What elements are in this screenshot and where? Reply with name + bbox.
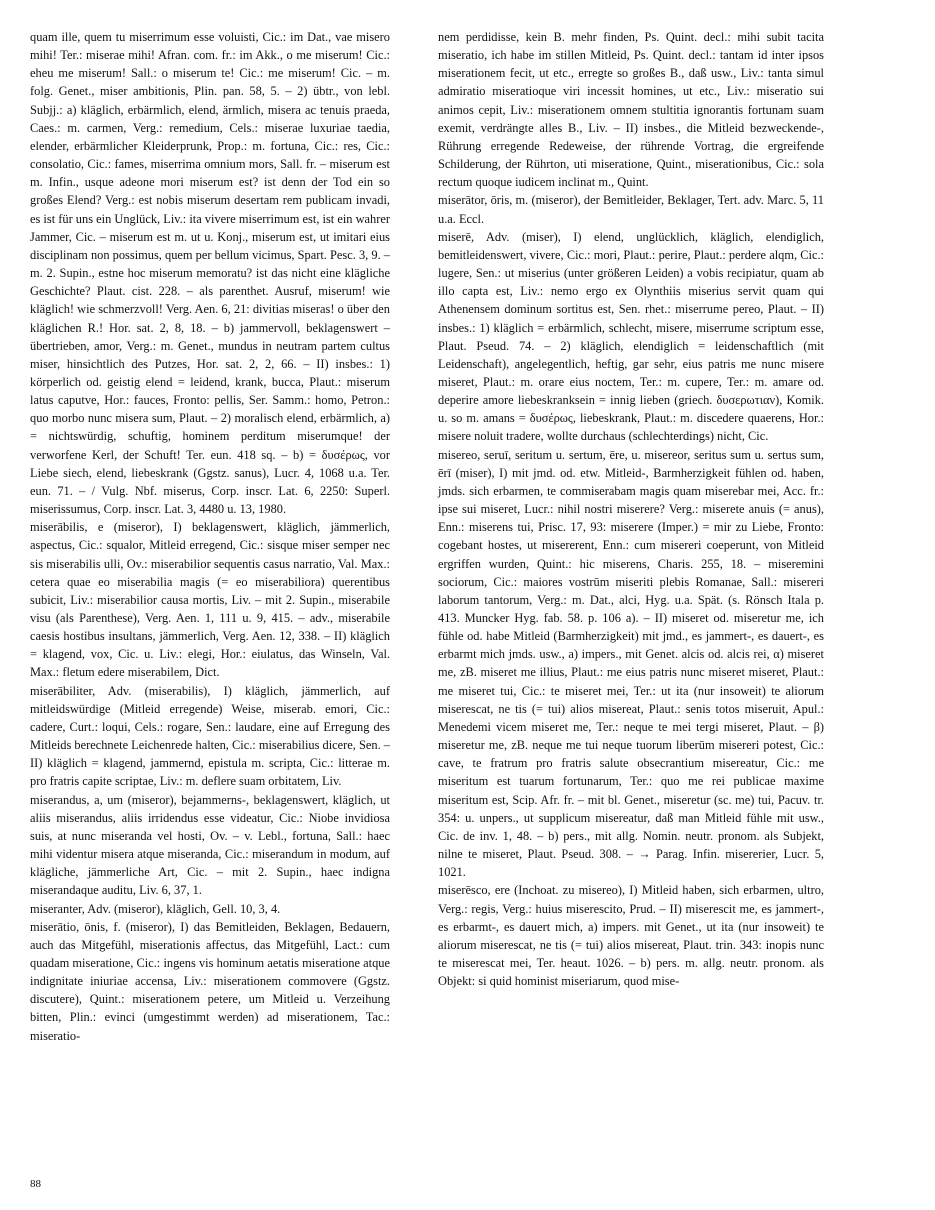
- page-number: 88: [30, 1178, 41, 1190]
- left-column: [30, 28, 390, 1045]
- entry-miserabilis: miserābilis, e (miseror), I) beklagenswert, kläglich, jämmerlich, aspectus, Cic.: squalor, Mitleid erregend, Cic.: sisque miser semper nec sis miserabilis ulli, Ov.: miserabilior sequentis casus narratio, Val. Max.: cetera quae eo miserabilia magis (= eo miserabiliora) querentibus subicit, Liv.: miserabilior causa mortis, Liv. – mit 2. Supin., miserabile visu (als Parenthese), Verg. Aen. 1, 111 u. 9, 415. – adv., miserabile caesis hostibus insultans, jämmerlich, Verg. Aen. 12, 338. – II) kläglich = klagend, vox, Cic. u. Liv.: elegi, Hor.: eiulatus, das Winseln, Val. Max.: fletum edere miserabilem, Dict.: [30, 520, 390, 680]
- entry-miserator: miserātor, ōris, m. (miseror), der Bemitleider, Beklager, Tert. adv. Marc. 5, 11 u.a. Eccl.: [438, 193, 824, 226]
- entry-miseratio-continued: nem perdidisse, kein B. mehr finden, Ps. Quint. decl.: mihi subit tacita miseratio, ich habe im stillen Mitleid, Ps. Quint. decl.: tantam id inter ipsos miserationem fecit, ut etc., erregte so großes B., daß usw., Liv.: tanta simul admiratio miseratioque viri incessit homines, ut etc., Liv.: miseratio sui animos cepit, Liv.: miserationem omnem stultitia ignorantis fortunam suam exemit, verdrängte alles B., Liv. – II) insbes., die Mitleid bezweckende-, Rührung erregende Redeweise, der rührende Vortrag, die ergreifende Schilderung, der Rührton, uti miseratione, Quint., miserationibus, Cic.: sola rectum quoque iudicem inclinat m., Quint.: [438, 30, 824, 190]
- entry-miserabiliter: miserābiliter, Adv. (miserabilis), I) kläglich, jämmerlich, auf mitleidswürdige (Mitleid erregende) Weise, miserab. emori, Cic.: cadere, Curt.: loqui, Cels.: rogare, Sen.: laudare, eine auf Erregung des Mitleids berechnete Leichenrede halten, Cic.: miserabilius dicere, Sen. – II) kläglich = klagend, jammernd, epistula m. scripta, Cic.: litterae m. pro fratris capite scriptae, Liv.: m. deflere suam orbitatem, Liv.: [30, 683, 390, 789]
- entry-miseranter: miseranter, Adv. (miseror), kläglich, Gell. 10, 3, 4.: [30, 901, 281, 916]
- right-column: [438, 28, 824, 990]
- entry-miser-continued: quam ille, quem tu miserrimum esse voluisti, Cic.: im Dat., vae misero mihi! Ter.: miserae mihi! Afran. com. fr.: im Akk., o me miserum! Cic.: eheu me miserum! Sall.: o miserum te! Cic.: me miserum! Cic. – m. folg. Genet., miser ambitionis, Plin. pan. 58, 5. – 2) übtr., von lebl. Subjj.: a) kläglich, erbärmlich, elend, ärmlich, misera ac tenuis praeda, Caes.: m. carmen, Verg.: remedium, Cels.: miserae luxuriae taedia, elender, erbärmlicher Kleiderprunk, Prop.: m. fortuna, Cic.: res, Cic.: consolatio, Cic.: fames, miserrima omnium mors, Sall. fr. – miserum est m. Infin., usque adeone mori miserum est? ist denn der Tod ein so großes Elend? Verg.: est nobis miserum desertam rem publicam invadi, es ist für uns ein Unglück, Liv.: ita vivere miserrimum est, ist ein wahrer Jammer, Cic. – miserum est m. ut u. Konj., miserum est, ut imitari eius disciplinam non possimus, quem per bellum vicimus, Spart. Pesc. 3, 9. – m. 2. Supin., estne hoc miserum memoratu? ist das nicht eine klägliche Geschichte? Plaut. cist. 228. – als parenthet. Ausruf, miserum! wie kläglich! wie schmerzvoll! Verg. Aen. 6, 21: divitias miseras! o über den kläglichen R.! Hor. sat. 2, 8, 18. – b) jammervoll, beklagenswert – übertrieben, amor, Verg.: m. Genet., mundus in neutram partem cultus miser, hinsichtlich des Putzes, Hor. sat. 2, 2, 66. – II) insbes.: 1) körperlich od. geistig elend = leidend, krank, bucca, Plaut.: miserum latus caputve, Hor.: fauces, Fronto: pellis, Ser. Samm.: homo, Petron.: quo morbo nunc misera sum, Plaut. – 2) moralisch elend, erbärmlich, a) = nichtswürdig, schuftig, hominem perditum miserumque! der verworfene Kerl, der Schuft! Ter. eun. 418 sq. – b) = δυσέρως, vor Liebe siech, elend, liebeskrank (Ggstz. sanus), Lucr. 4, 1068 u.a. Ter. eun. 71. – / Vulg. Nbf. miserus, Corp. inscr. Lat. 6, 2250: Superl. miserissumus, Corp. inscr. Lat. 3, 4480 u. 13, 1980.: [30, 30, 390, 517]
- entry-misereo: misereo, seruī, seritum u. sertum, ēre, u. misereor, seritus sum u. sertus sum, ērī (miser), I) mit jmd. od. etw. Mitleid-, Barmherzigkeit fühlen od. haben, jmds. sich erbarmen, te commiserabam magis quam miserebar mei, Acc. fr.: ipse sui miseret, Lucr.: nihil nostri miserere? Verg.: miserete anuis (= anus), Enn.: miserens tui, Prisc. 17, 93: miserere (Imper.) = mir zu Liebe, Fronto: cogebant hostes, ut misererent, Enn.: cum misereri coeperunt, von Mitleid ergriffen wurden, Quint.: hic miserens, Charis. 255, 18. – miseremini sociorum, Cic.: maiores vostrūm miseriti plebis Romanae, Sall.: misereri laborum tantorum, Verg.: m. Dat., alci, Hyg. u.a. Spät. (s. Rönsch Itala p. 413. Muncker Hyg. fab. 58. p. 106 a). – II) miseret od. miseretur me, ich fühle od. habe Mitleid (Barmherzigkeit) mit jmd., es jammert-, es dauert-, es erbarmt mich jmds. usw., a) impers., mit Genet. alcis od. alcis rei, α) miseret me, zB. miseret me illius, Plaut.: me eius patris nunc miseret miseret, Plaut.: me miseret tui, Cic.: te miseret mei, Ter.: ut ita (nur insoweit) te aliorum miserescat, ne tis (= tui) alios misereat, Plaut.: senis totos miseruit, Apul.: Menedemi vicem miseret me, Ter.: neque te mei tergi miseret, Plaut. – β) miseretur me, zB. neque me tui neque tuorum liberūm misereri potest, Cic.: cave, te fratrum pro fratris salute obsecrantium misereatur, Cic.: me miseritum est tuarum fortunarum, Ter.: quo me rei publicae maxime miseritum est, Scip. Afr. fr. – mit bl. Genet., miseretur (sc. me) tui, Pacuv. tr. 354: u. unpers., ut supplicum misereatur, daß man Mitleid fühle mit usw., Cic. de inv. 1, 48. – b) pers., mit allg. Nomin. neutr. pronom. als Subjekt, nilne te miseret, Plaut. Pseud. 308. – → Parag. Infin. misererier, Lucr. 5, 1021.: [438, 447, 824, 880]
- entry-miserandus: miserandus, a, um (miseror), bejammerns-, beklagenswert, kläglich, ut aliis miserandus, aliis irridendus esse videatur, Cic.: Niobe invidiosa suis, at nunc miseranda vel hosti, Ov. – v. Lebl., fortuna, Sall.: haec mihi videntur misera atque miseranda, Cic.: miserandum in modum, auf klägliche, jämmerliche Art, Cic. – mit 2. Supin., haec indigna miserandaque auditu, Liv. 6, 37, 1.: [30, 792, 390, 898]
- entry-misere: miserē, Adv. (miser), I) elend, unglücklich, kläglich, elendiglich, bemitleidenswert, vivere, Cic.: mori, Plaut.: perire, Plaut.: perdere alqm, Cic.: lugere, Sen.: ut miserius (unter größeren Leiden) a vobis recipiatur, quam ab illo capta est, Liv.: nemo ergo ex Olynthiis miserius servit quam qui Athenensem dominum sortitus est, Sen. rhet.: miserrume pereo, Plaut. – II) insbes.: 1) kläglich = erbärmlich, schlecht, misere, miserrume scriptum esse, Plaut. Pseud. 74. – 2) kläglich, elendiglich = leidenschaftlich (mit Leidenschaft), angelegentlich, heftig, gar sehr, eius patris me nunc misere miseret, Plaut.: m. orare eius noctem, Ter.: m. cupere, Ter.: m. amare od. deperire amore liebeskranksein = innig lieben (griech. δυσερωτιαν), Komik. u. so m. amans = δυσέρως, liebeskrank, Plaut.: m. discedere quaerens, Hor.: misere noluit tradere, wollte durchaus (schlechterdings) nicht, Cic.: [438, 229, 824, 444]
- entry-miseratio: miserātio, ōnis, f. (miseror), I) das Bemitleiden, Beklagen, Bedauern, auch das Mitgefühl, miserationis affectus, das Mitgefühl, Lact.: cum quadam miseratione, Cic.: ingens vis hominum aetatis miseratione atque indignitate iniuriae accensa, Liv.: miserationem commovere (Ggstz. discutere), Quint.: miserationem petere, um Mitleid u. Verzeihung bitten, Plin.: evinci (umgestimmt werden) ad miserationem, Tac.: miseratio-: [30, 919, 390, 1043]
- entry-miseresco: miserēsco, ere (Inchoat. zu misereo), I) Mitleid haben, sich erbarmen, ultro, Verg.: regis, Verg.: huius miserescito, Prud. – II) miserescit me, es jammert-, es erbarmt-, es dauert mich, a) impers. mit Genet., ut ita (nur insoweit) te aliorum miserescat, ne tis (= tui) alios misereat, Plaut. trin. 343: inopis nunc te miserescat mei, Ter. heaut. 1026. – b) pers. m. allg. neutr. pronom. als Objekt: si quid hominist miseriarum, quod mise-: [438, 883, 824, 989]
